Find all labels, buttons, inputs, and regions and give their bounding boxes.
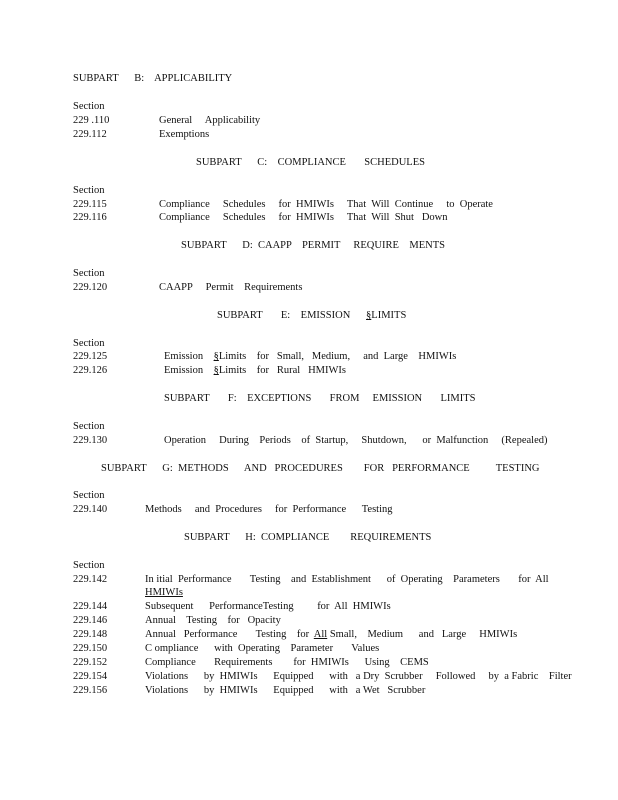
section-number: 229.140 — [73, 504, 108, 515]
section-title: General Applicability — [159, 115, 261, 126]
subpart-b-heading: SUBPART B: APPLICABILITY — [73, 73, 233, 84]
section-number: 229.154 — [73, 671, 108, 682]
section-number: 229.126 — [73, 365, 108, 376]
section-number: 229 .110 — [73, 115, 110, 126]
section-title: CAAPP Permit Requirements — [159, 282, 303, 293]
section-title: Subsequent PerformanceTesting for All HMIWIs — [145, 601, 391, 612]
section-title: Exemptions — [159, 129, 210, 140]
subpart-d-heading: SUBPART D: CAAPP PERMIT REQUIRE MENTS — [181, 240, 445, 251]
section-title: Methods and Procedures for Performance Testing — [145, 504, 393, 515]
section-label: Section — [73, 268, 105, 279]
section-number: 229.148 — [73, 629, 108, 640]
section-number: 229.112 — [73, 129, 107, 140]
section-number: 229.150 — [73, 643, 108, 654]
section-title-continued: HMIWIs — [145, 587, 183, 598]
section-title: C ompliance with Operating Parameter Values — [145, 643, 380, 654]
section-number: 229.115 — [73, 199, 107, 210]
section-number: 229.146 — [73, 615, 108, 626]
section-label: Section — [73, 560, 105, 571]
subpart-e-heading: SUBPART E: EMISSION §LIMITS — [217, 310, 407, 321]
section-title: Emission §Limits for Small, Medium, and Large HMIWIs — [164, 351, 457, 362]
section-number: 229.125 — [73, 351, 108, 362]
section-title: In itial Performance Testing and Establishment of Operating Parameters for All — [145, 574, 549, 585]
section-number: 229.116 — [73, 212, 107, 223]
section-title: Compliance Requirements for HMIWIs Using CEMS — [145, 657, 429, 668]
section-number: 229.130 — [73, 435, 108, 446]
section-number: 229.120 — [73, 282, 108, 293]
section-label: Section — [73, 101, 105, 112]
section-label: Section — [73, 185, 105, 196]
subpart-c-heading: SUBPART C: COMPLIANCE SCHEDULES — [196, 157, 425, 168]
section-title: Compliance Schedules for HMIWIs That Will Shut Down — [159, 212, 448, 223]
section-number: 229.144 — [73, 601, 108, 612]
subpart-h-heading: SUBPART H: COMPLIANCE REQUIREMENTS — [184, 532, 432, 543]
section-title: Operation During Periods of Startup, Shutdown, or Malfunction (Repealed) — [164, 435, 548, 446]
section-label: Section — [73, 421, 105, 432]
section-number: 229.152 — [73, 657, 108, 668]
section-number: 229.156 — [73, 685, 108, 696]
section-title: Emission §Limits for Rural HMIWIs — [164, 365, 346, 376]
section-label: Section — [73, 490, 105, 501]
subpart-f-heading: SUBPART F: EXCEPTIONS FROM EMISSION LIMITS — [164, 393, 476, 404]
section-title: Violations by HMIWIs Equipped with a Dry Scrubber Followed by a Fabric Filter — [145, 671, 572, 682]
subpart-g-heading: SUBPART G: METHODS AND PROCEDURES FOR PERFORMANCE TESTING — [101, 463, 540, 474]
section-number: 229.142 — [73, 574, 108, 585]
section-title: Compliance Schedules for HMIWIs That Will Continue to Operate — [159, 199, 493, 210]
section-title: Annual Testing for Opacity — [145, 615, 281, 626]
section-label: Section — [73, 338, 105, 349]
section-title: Annual Performance Testing for All Small, Medium and Large HMIWIs — [145, 629, 518, 640]
section-title: Violations by HMIWIs Equipped with a Wet Scrubber — [145, 685, 426, 696]
